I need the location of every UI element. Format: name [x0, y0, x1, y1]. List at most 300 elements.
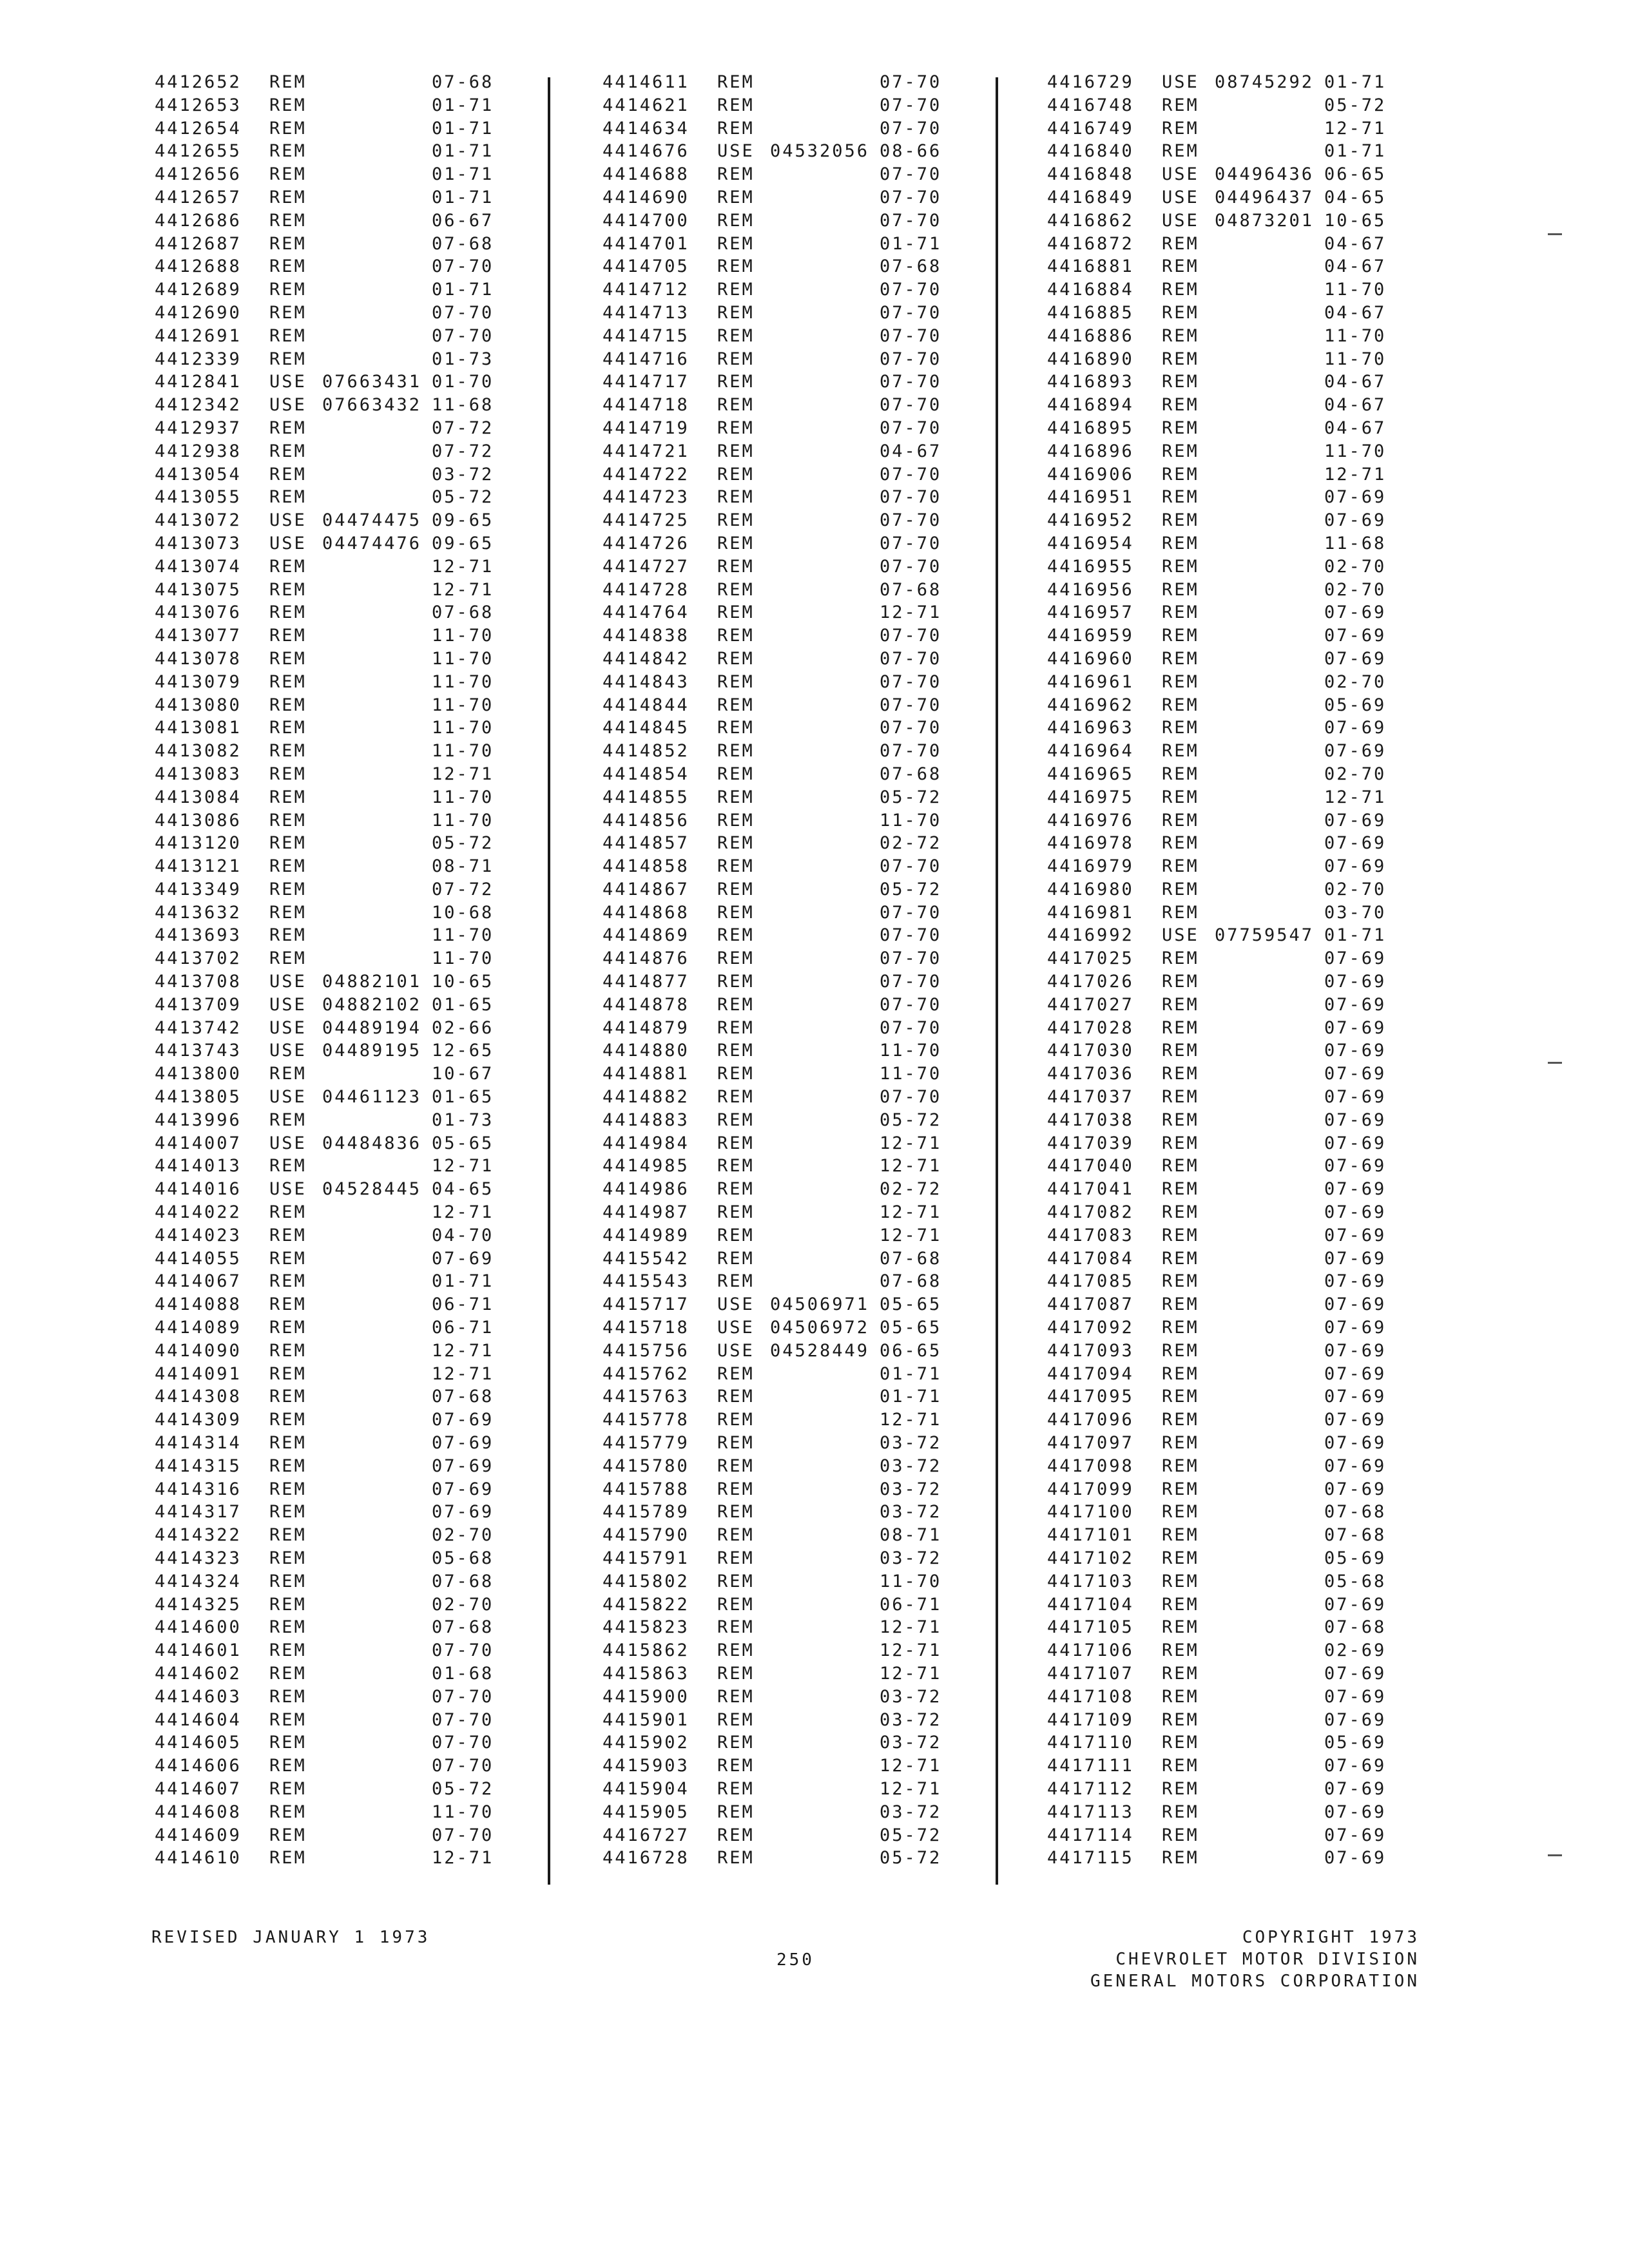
part-row — [602, 163, 957, 186]
effective-date: 10-67 — [432, 1064, 494, 1084]
effective-date: 07-70 — [880, 164, 942, 185]
replacement-part — [770, 1639, 880, 1662]
replacement-part — [322, 716, 432, 740]
action-code: REM — [717, 72, 755, 92]
part-number: 4414608 — [155, 1802, 242, 1822]
action-code: REM — [269, 948, 307, 969]
action-code: REM — [717, 741, 755, 762]
part-number: 4414721 — [602, 441, 689, 461]
action-code: REM — [1162, 1525, 1199, 1546]
part-number: 4413693 — [155, 925, 242, 946]
effective-date: 07-68 — [880, 1248, 942, 1269]
part-number: 4416959 — [1047, 626, 1134, 646]
part-row — [155, 348, 509, 371]
part-row — [1047, 1616, 1402, 1639]
effective-date: 12-71 — [880, 1640, 942, 1661]
part-number: 4414600 — [155, 1617, 242, 1638]
part-number: 4413709 — [155, 994, 242, 1015]
replacement-part — [322, 855, 432, 878]
effective-date: 01-71 — [432, 187, 494, 207]
part-row — [602, 71, 957, 94]
action-code: REM — [1162, 626, 1199, 646]
effective-date: 03-72 — [880, 1802, 942, 1822]
action-code: REM — [1162, 602, 1199, 623]
action-code: REM — [717, 879, 755, 899]
action-code: USE — [1162, 72, 1199, 92]
effective-date: 07-69 — [1324, 1318, 1387, 1338]
part-row — [602, 1270, 957, 1293]
part-row — [602, 901, 957, 925]
parts-column-1 — [155, 71, 509, 1870]
part-row — [1047, 255, 1402, 278]
action-code: REM — [717, 464, 755, 485]
replacement-part — [322, 1686, 432, 1709]
action-code: REM — [269, 1456, 307, 1476]
replacement-part — [322, 901, 432, 925]
part-row — [1047, 163, 1402, 186]
part-number: 4414878 — [602, 994, 689, 1015]
replacement-part — [322, 1593, 432, 1617]
part-row — [155, 786, 509, 809]
part-row — [155, 1293, 509, 1316]
effective-date: 05-65 — [880, 1318, 942, 1338]
effective-date: 07-70 — [432, 325, 494, 346]
part-row — [155, 671, 509, 694]
action-code: REM — [1162, 1133, 1199, 1153]
part-row — [602, 1132, 957, 1155]
part-row — [1047, 1340, 1402, 1363]
effective-date: 07-70 — [432, 302, 494, 323]
part-row — [1047, 1363, 1402, 1386]
action-code: REM — [269, 741, 307, 762]
part-number: 4416872 — [1047, 233, 1134, 254]
effective-date: 05-69 — [1324, 1733, 1387, 1753]
replacement-part — [770, 855, 880, 878]
part-number: 4416976 — [1047, 810, 1134, 831]
effective-date: 01-71 — [880, 1363, 942, 1384]
replacement-part — [1215, 947, 1324, 970]
part-number: 4415788 — [602, 1479, 689, 1499]
action-code: REM — [1162, 1248, 1199, 1269]
part-number: 4415780 — [602, 1456, 689, 1476]
replacement-part — [770, 1247, 880, 1271]
replacement-part — [322, 786, 432, 809]
replacement-part — [770, 532, 880, 555]
effective-date: 02-66 — [432, 1017, 494, 1038]
effective-date: 07-70 — [880, 972, 942, 992]
part-number: 4416893 — [1047, 372, 1134, 392]
effective-date: 11-70 — [432, 925, 494, 946]
part-number: 4413996 — [155, 1110, 242, 1130]
replacement-part: 04506972 — [770, 1318, 870, 1338]
action-code: REM — [269, 1502, 307, 1523]
action-code: REM — [717, 1110, 755, 1130]
replacement-part — [1215, 1247, 1324, 1271]
action-code: REM — [269, 487, 307, 508]
part-number: 4415542 — [602, 1248, 689, 1269]
action-code: REM — [269, 1548, 307, 1568]
action-code: REM — [269, 1271, 307, 1292]
action-code: REM — [717, 349, 755, 369]
effective-date: 07-70 — [432, 1686, 494, 1707]
part-row — [1047, 117, 1402, 140]
part-row — [602, 716, 957, 740]
action-code: REM — [269, 1387, 307, 1407]
part-number: 4416960 — [1047, 648, 1134, 669]
part-number: 4414701 — [602, 233, 689, 254]
effective-date: 07-70 — [880, 925, 942, 946]
action-code: REM — [269, 1110, 307, 1130]
part-number: 4416727 — [602, 1825, 689, 1845]
replacement-part — [322, 1224, 432, 1247]
replacement-part — [770, 509, 880, 532]
action-code: USE — [269, 1041, 307, 1061]
part-number: 4414764 — [602, 602, 689, 623]
part-number: 4415763 — [602, 1387, 689, 1407]
part-number: 4414728 — [602, 579, 689, 600]
replacement-part — [1215, 970, 1324, 994]
part-row — [1047, 1132, 1402, 1155]
action-code: REM — [1162, 948, 1199, 969]
effective-date: 03-72 — [880, 1456, 942, 1476]
part-row — [602, 1801, 957, 1824]
part-number: 4414717 — [602, 372, 689, 392]
replacement-part — [770, 348, 880, 371]
replacement-part — [322, 1709, 432, 1732]
replacement-part — [770, 302, 880, 325]
effective-date: 09-65 — [432, 510, 494, 531]
part-number: 4413084 — [155, 787, 242, 807]
part-number: 4416981 — [1047, 902, 1134, 923]
part-row — [155, 532, 509, 555]
effective-date: 07-68 — [1324, 1617, 1387, 1638]
effective-date: 11-70 — [880, 1064, 942, 1084]
action-code: REM — [717, 1387, 755, 1407]
part-number: 4414323 — [155, 1548, 242, 1568]
replacement-part — [322, 463, 432, 486]
effective-date: 07-68 — [432, 1571, 494, 1591]
part-number: 4414877 — [602, 972, 689, 992]
action-code: REM — [269, 1064, 307, 1084]
replacement-part — [1215, 579, 1324, 602]
replacement-part — [322, 1570, 432, 1593]
part-number: 4414611 — [602, 72, 689, 92]
effective-date: 05-72 — [880, 787, 942, 807]
effective-date: 01-71 — [432, 118, 494, 139]
action-code: USE — [717, 1294, 755, 1315]
part-number: 4414987 — [602, 1202, 689, 1223]
effective-date: 07-69 — [432, 1479, 494, 1499]
part-row — [602, 302, 957, 325]
replacement-part — [1215, 1478, 1324, 1501]
part-number: 4417101 — [1047, 1525, 1134, 1546]
part-row — [1047, 325, 1402, 348]
part-row — [155, 370, 509, 394]
effective-date: 05-68 — [432, 1548, 494, 1568]
effective-date: 07-70 — [880, 95, 942, 115]
part-row — [155, 901, 509, 925]
effective-date: 07-69 — [1324, 1410, 1387, 1430]
part-number: 4415543 — [602, 1271, 689, 1292]
part-row — [1047, 1593, 1402, 1617]
part-row — [602, 1709, 957, 1732]
scan-mark — [1548, 233, 1562, 235]
replacement-part — [1215, 648, 1324, 671]
replacement-part: 04496436 — [1215, 164, 1315, 185]
action-code: REM — [1162, 1110, 1199, 1130]
effective-date: 07-69 — [1324, 1802, 1387, 1822]
part-number: 4412687 — [155, 233, 242, 254]
part-row — [155, 463, 509, 486]
action-code: REM — [717, 556, 755, 577]
part-number: 4413800 — [155, 1064, 242, 1084]
action-code: REM — [717, 1087, 755, 1108]
part-row — [602, 417, 957, 440]
action-code: REM — [269, 1617, 307, 1638]
part-number: 4413073 — [155, 533, 242, 553]
effective-date: 12-71 — [880, 1663, 942, 1684]
part-row — [1047, 671, 1402, 694]
replacement-part — [1215, 1385, 1324, 1408]
part-row — [155, 555, 509, 579]
replacement-part — [770, 209, 880, 233]
action-code: USE — [269, 395, 307, 416]
action-code: REM — [717, 1525, 755, 1546]
action-code: REM — [1162, 810, 1199, 831]
action-code: REM — [269, 1202, 307, 1223]
part-number: 4416963 — [1047, 718, 1134, 738]
effective-date: 07-69 — [1324, 602, 1387, 623]
part-row — [602, 94, 957, 117]
part-number: 4417103 — [1047, 1571, 1134, 1591]
effective-date: 01-71 — [432, 141, 494, 162]
part-number: 4414876 — [602, 948, 689, 969]
action-code: REM — [717, 1456, 755, 1476]
replacement-part: 04496437 — [1215, 187, 1315, 207]
action-code: REM — [717, 994, 755, 1015]
action-code: REM — [717, 1709, 755, 1730]
replacement-part — [322, 1363, 432, 1386]
action-code: REM — [1162, 671, 1199, 692]
part-number: 4414883 — [602, 1110, 689, 1130]
part-number: 4414309 — [155, 1410, 242, 1430]
effective-date: 07-70 — [880, 510, 942, 531]
effective-date: 12-71 — [432, 1202, 494, 1223]
action-code: REM — [717, 395, 755, 416]
part-row — [155, 1547, 509, 1570]
action-code: REM — [717, 856, 755, 877]
part-row — [1047, 1109, 1402, 1132]
replacement-part — [1215, 417, 1324, 440]
part-row — [602, 1478, 957, 1501]
action-code: REM — [1162, 141, 1199, 162]
effective-date: 02-70 — [1324, 764, 1387, 784]
action-code: REM — [269, 856, 307, 877]
part-row — [1047, 186, 1402, 209]
part-row — [602, 1686, 957, 1709]
part-number: 4417115 — [1047, 1848, 1134, 1869]
replacement-part — [770, 1201, 880, 1224]
replacement-part — [322, 71, 432, 94]
action-code: REM — [269, 302, 307, 323]
part-number: 4414705 — [602, 256, 689, 277]
part-row — [1047, 555, 1402, 579]
effective-date: 08-71 — [432, 856, 494, 877]
effective-date: 10-65 — [1324, 210, 1387, 231]
page-number: 250 — [776, 1950, 815, 1970]
replacement-part — [1215, 278, 1324, 302]
effective-date: 08-66 — [880, 141, 942, 162]
part-row — [602, 970, 957, 994]
replacement-part — [322, 1847, 432, 1870]
part-row — [602, 624, 957, 648]
replacement-part — [770, 1593, 880, 1617]
effective-date: 07-69 — [1324, 1387, 1387, 1407]
action-code: REM — [1162, 302, 1199, 323]
action-code: REM — [717, 233, 755, 254]
replacement-part — [1215, 809, 1324, 832]
part-row — [602, 878, 957, 901]
effective-date: 07-69 — [1324, 833, 1387, 854]
part-row — [1047, 1686, 1402, 1709]
replacement-part — [770, 1062, 880, 1086]
part-row — [602, 1547, 957, 1570]
part-number: 4414856 — [602, 810, 689, 831]
action-code: REM — [1162, 856, 1199, 877]
replacement-part — [770, 1109, 880, 1132]
part-number: 4415902 — [602, 1733, 689, 1753]
replacement-part — [770, 970, 880, 994]
replacement-part — [322, 1270, 432, 1293]
part-number: 4412691 — [155, 325, 242, 346]
action-code: REM — [1162, 1456, 1199, 1476]
part-number: 4414713 — [602, 302, 689, 323]
replacement-part — [770, 1547, 880, 1570]
replacement-part — [1215, 716, 1324, 740]
part-row — [602, 278, 957, 302]
part-number: 4412689 — [155, 280, 242, 300]
action-code: REM — [1162, 972, 1199, 992]
replacement-part — [322, 486, 432, 509]
effective-date: 05-72 — [432, 1778, 494, 1799]
part-number: 4416862 — [1047, 210, 1134, 231]
part-row — [155, 233, 509, 256]
effective-date: 06-71 — [432, 1294, 494, 1315]
effective-date: 07-68 — [880, 256, 942, 277]
part-number: 4415822 — [602, 1594, 689, 1615]
part-row — [155, 71, 509, 94]
replacement-part — [1215, 1754, 1324, 1778]
part-row — [155, 1824, 509, 1847]
part-row — [1047, 1524, 1402, 1547]
part-number: 4417098 — [1047, 1456, 1134, 1476]
part-number: 4417102 — [1047, 1548, 1134, 1568]
effective-date: 12-71 — [1324, 118, 1387, 139]
replacement-part — [1215, 786, 1324, 809]
action-code: REM — [717, 418, 755, 438]
effective-date: 07-70 — [432, 1733, 494, 1753]
action-code: REM — [717, 1825, 755, 1845]
part-row — [1047, 763, 1402, 786]
effective-date: 05-72 — [432, 487, 494, 508]
action-code: REM — [1162, 1502, 1199, 1523]
replacement-part — [770, 624, 880, 648]
part-number: 4414676 — [602, 141, 689, 162]
part-number: 4414726 — [602, 533, 689, 553]
action-code: USE — [269, 1133, 307, 1153]
effective-date: 01-70 — [432, 372, 494, 392]
effective-date: 07-69 — [1324, 1433, 1387, 1454]
part-row — [1047, 1432, 1402, 1455]
part-row — [1047, 1639, 1402, 1662]
effective-date: 05-72 — [432, 833, 494, 854]
action-code: REM — [717, 764, 755, 784]
effective-date: 02-70 — [1324, 671, 1387, 692]
action-code: REM — [717, 810, 755, 831]
effective-date: 07-70 — [880, 210, 942, 231]
part-row — [155, 1247, 509, 1271]
replacement-part — [770, 1132, 880, 1155]
part-number: 4417026 — [1047, 972, 1134, 992]
effective-date: 07-68 — [880, 579, 942, 600]
part-number: 4414857 — [602, 833, 689, 854]
part-number: 4416957 — [1047, 602, 1134, 623]
effective-date: 12-71 — [432, 1156, 494, 1177]
replacement-part — [1215, 1316, 1324, 1340]
part-row — [155, 1155, 509, 1178]
part-row — [1047, 1408, 1402, 1432]
part-number: 4416890 — [1047, 349, 1134, 369]
effective-date: 07-69 — [1324, 1756, 1387, 1776]
action-code: REM — [269, 1825, 307, 1845]
replacement-part — [770, 1524, 880, 1547]
part-row — [155, 1524, 509, 1547]
part-row — [1047, 832, 1402, 855]
action-code: REM — [717, 948, 755, 969]
effective-date: 07-69 — [1324, 1156, 1387, 1177]
replacement-part — [1215, 855, 1324, 878]
effective-date: 12-71 — [880, 1202, 942, 1223]
action-code: REM — [269, 1156, 307, 1177]
effective-date: 07-69 — [1324, 1594, 1387, 1615]
part-row — [155, 970, 509, 994]
replacement-part — [322, 1501, 432, 1524]
part-row — [155, 1639, 509, 1662]
action-code: REM — [1162, 1686, 1199, 1707]
part-row — [602, 579, 957, 602]
part-row — [1047, 1039, 1402, 1062]
action-code: REM — [1162, 1410, 1199, 1430]
effective-date: 07-69 — [1324, 1110, 1387, 1130]
action-code: REM — [269, 648, 307, 669]
replacement-part — [770, 601, 880, 624]
part-number: 4414308 — [155, 1387, 242, 1407]
effective-date: 11-70 — [432, 1802, 494, 1822]
part-row — [1047, 579, 1402, 602]
part-number: 4416992 — [1047, 925, 1134, 946]
replacement-part — [770, 463, 880, 486]
effective-date: 11-70 — [880, 1041, 942, 1061]
part-number: 4417025 — [1047, 948, 1134, 969]
part-row — [155, 1778, 509, 1801]
part-row — [602, 348, 957, 371]
replacement-part — [322, 255, 432, 278]
part-row — [1047, 370, 1402, 394]
effective-date: 04-67 — [1324, 418, 1387, 438]
part-row — [602, 1570, 957, 1593]
replacement-part — [322, 1062, 432, 1086]
part-row — [602, 855, 957, 878]
